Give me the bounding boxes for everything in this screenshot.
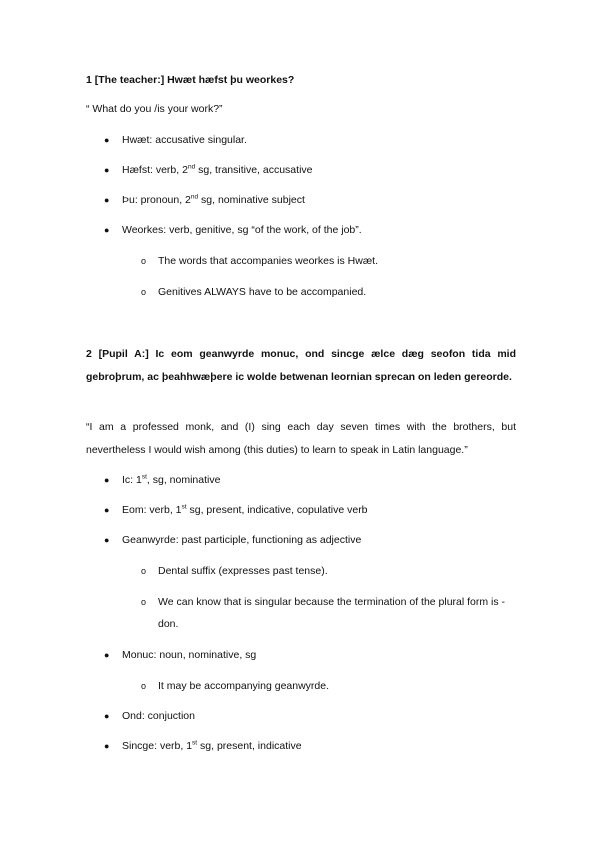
sub-bullet-marker: o <box>141 597 147 607</box>
bullet-marker: ● <box>104 505 110 515</box>
bullet-text: Þu: pronoun, 2nd sg, nominative subject <box>122 193 305 206</box>
sub-bullet-marker: o <box>141 681 147 691</box>
bullet-marker: ● <box>104 711 110 721</box>
bullet-text: Hwæt: accusative singular. <box>122 134 247 146</box>
bullet-text: Monuc: noun, nominative, sg <box>122 649 257 661</box>
bullet-marker: ● <box>104 225 110 235</box>
bullet-text: Weorkes: verb, genitive, sg “of the work, of the job”. <box>122 224 362 236</box>
bullet-marker: ● <box>104 650 110 660</box>
sub-bullet-marker: o <box>141 256 147 266</box>
section-1-heading: 1 [The teacher:] Hwæt hæfst þu weorkes? <box>86 74 295 86</box>
bullet-text: Hæfst: verb, 2nd sg, transitive, accusative <box>122 163 313 176</box>
section-2-heading: 2 [Pupil A:] Ic eom geanwyrde monuc, ond sincge ælce dæg seofon tida mid gebroþrum, ac þeahhwæþere ic wolde betwenan leornian sprecan on leden gereorde. <box>86 348 516 383</box>
sub-bullet-text: The words that accompanies weorkes is Hwæt. <box>158 255 379 267</box>
sub-bullet-marker: o <box>141 566 147 576</box>
bullet-marker: ● <box>104 195 110 205</box>
sub-bullet-text: It may be accompanying geanwyrde. <box>158 680 330 692</box>
section-2-translation: “I am a professed monk, and (I) sing each day seven times with the brothers, but nevertheless I would wish among (this duties) to learn to speak in Latin language.” <box>86 421 516 456</box>
bullet-text: Ond: conjuction <box>122 710 195 722</box>
bullet-marker: ● <box>104 135 110 145</box>
sub-bullet-marker: o <box>141 287 147 297</box>
section-1-translation: “ What do you /is your work?” <box>86 103 223 115</box>
bullet-text: Ic: 1st, sg, nominative <box>122 473 221 486</box>
bullet-text: Eom: verb, 1st sg, present, indicative, copulative verb <box>122 503 368 516</box>
bullet-marker: ● <box>104 741 110 751</box>
bullet-marker: ● <box>104 165 110 175</box>
sub-bullet-text: Dental suffix (expresses past tense). <box>158 565 328 577</box>
sub-bullet-text: Genitives ALWAYS have to be accompanied. <box>158 286 367 298</box>
bullet-text: Sincge: verb, 1st sg, present, indicative <box>122 739 302 752</box>
bullet-marker: ● <box>104 475 110 485</box>
sub-bullet-text: We can know that is singular because the termination of the plural form is -don. <box>158 596 506 630</box>
bullet-text: Geanwyrde: past participle, functioning as adjective <box>122 534 362 546</box>
bullet-marker: ● <box>104 535 110 545</box>
